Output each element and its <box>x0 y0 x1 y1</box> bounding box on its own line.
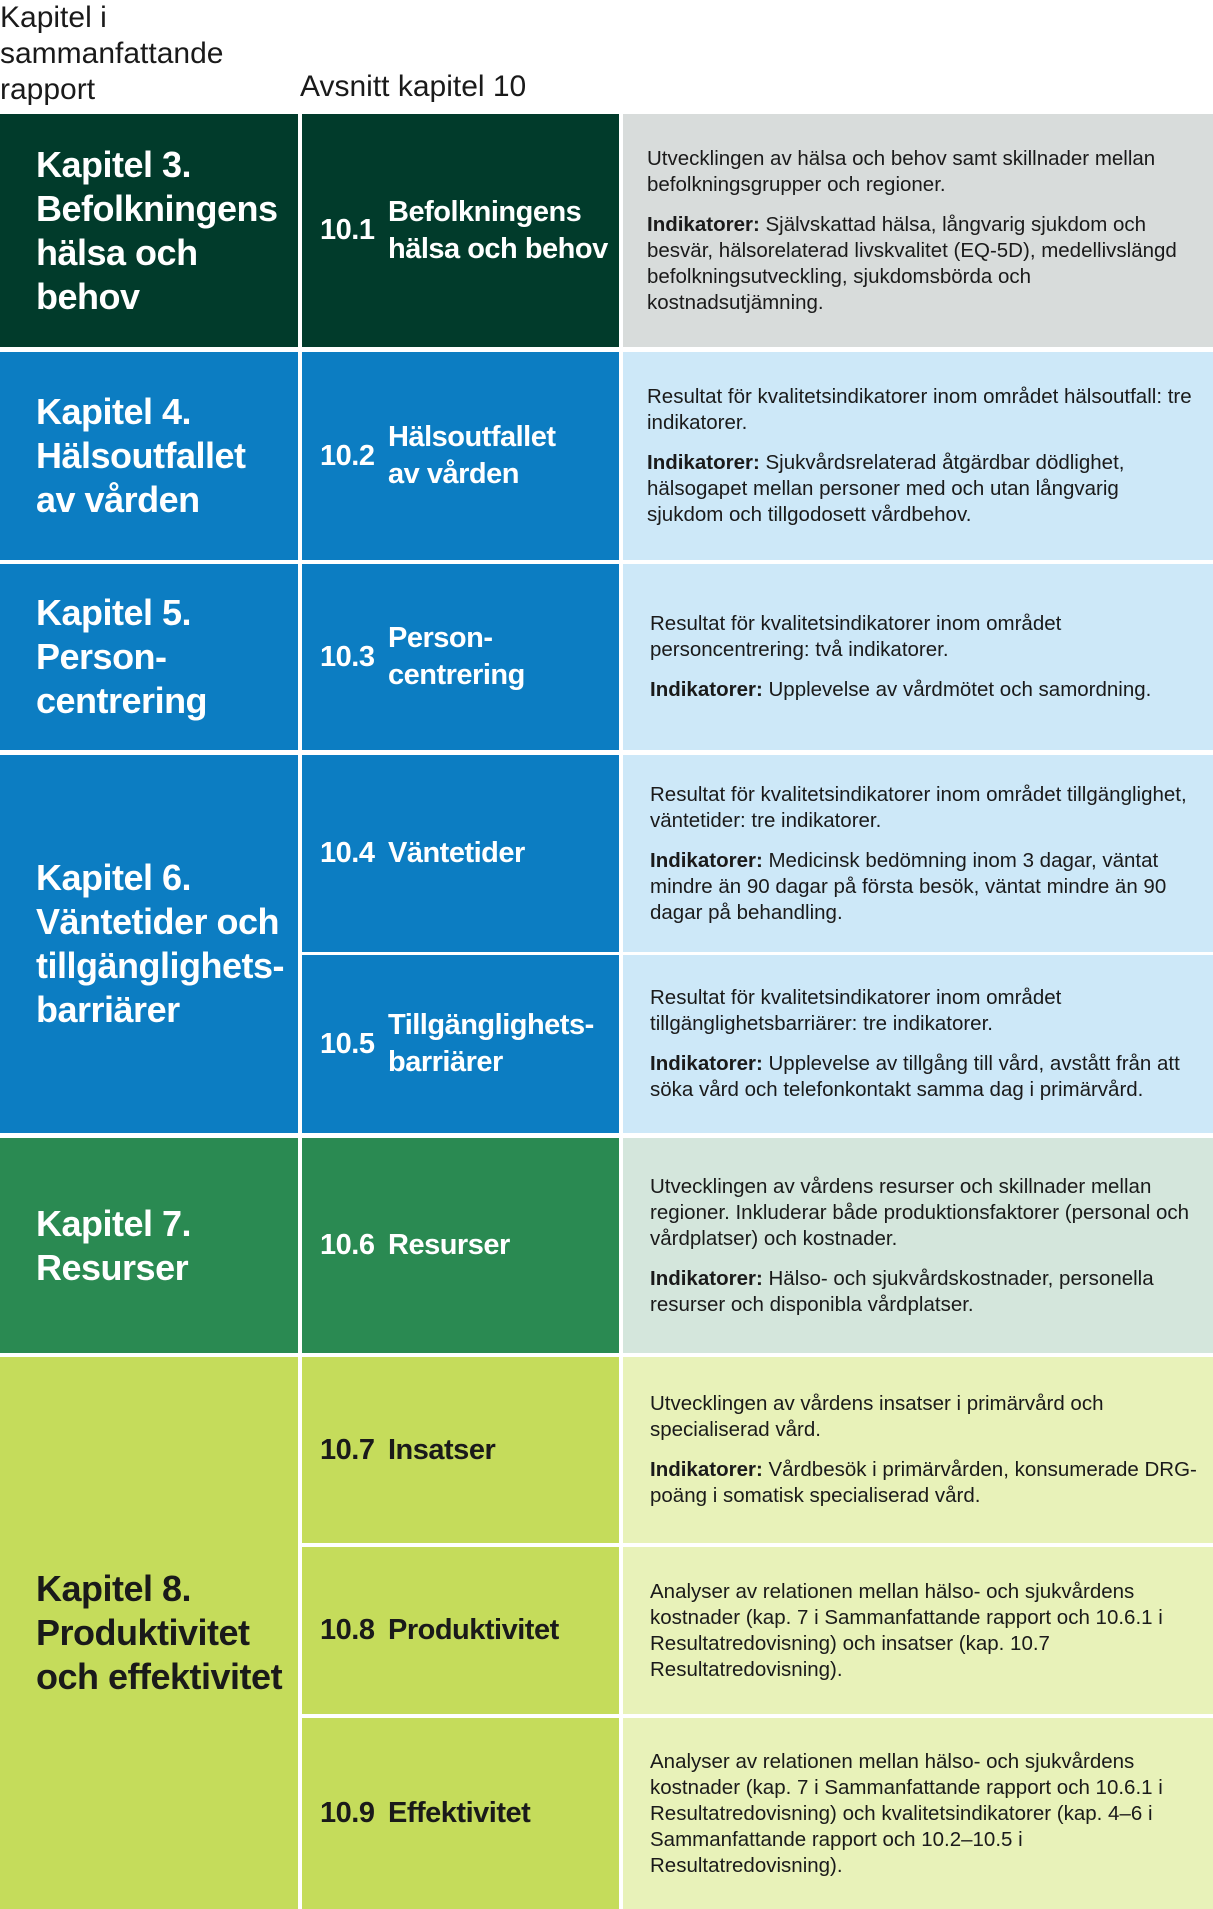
column-header-section: Avsnitt kapitel 10 <box>300 70 527 103</box>
description-cell-10-9 <box>623 1718 1213 1909</box>
description-cell-10-2 <box>623 352 1213 560</box>
indicators-label: Indikatorer: <box>650 678 763 701</box>
section-number: 10.6 <box>320 1229 375 1261</box>
indicators-label: Indikatorer: <box>650 1458 763 1481</box>
description-intro: Resultat för kvalitetsindikatorer inom området personcentrering: två indikatorer. <box>650 612 1062 661</box>
section-label-line: Resurser <box>388 1229 510 1261</box>
description-cell-10-8 <box>623 1547 1213 1714</box>
chapter-line: Kapitel 5. <box>36 592 192 633</box>
section-label-line: av vården <box>388 458 519 490</box>
chapter-cell-7 <box>0 1138 298 1353</box>
indicators-label: Indikatorer: <box>650 1266 763 1290</box>
section-label-line: centrering <box>388 659 525 691</box>
chapter-line: Hälsoutfallet <box>36 435 246 476</box>
chapter-line: Person- <box>36 636 167 677</box>
column-header-chapter-line: Kapitel i <box>0 1 107 34</box>
chapter-line: Väntetider och <box>36 901 280 942</box>
section-number: 10.5 <box>320 1027 375 1060</box>
section-cell-10-8 <box>302 1547 619 1714</box>
indicators-text: Vårdbesök i primärvården, konsumerade DRG-poäng i somatisk specialiserad vård. <box>650 1458 1197 1507</box>
chapter-line: av vården <box>36 479 200 520</box>
chapter-cell-3 <box>0 114 298 347</box>
section-label-line: barriärer <box>388 1046 503 1078</box>
description-cell-10-4 <box>623 755 1213 952</box>
chapter-line: Kapitel 6. <box>36 857 192 898</box>
indicators-paragraph <box>650 1051 1197 1103</box>
section-label-line: Effektivitet <box>388 1797 531 1829</box>
indicators-text: Sjukvårdsrelaterad åtgärdbar dödlighet, hälsogapet mellan personer med och utan långvarig sjukdom och tillgodosett vårdbehov. <box>647 451 1125 526</box>
indicators-text: Medicinsk bedömning inom 3 dagar, väntat mindre än 90 dagar på första besök, väntat mindre än 90 dagar på behandling. <box>650 848 1167 924</box>
section-cell-10-5 <box>302 955 619 1133</box>
chapter-line: Produktivitet <box>36 1612 250 1653</box>
description-cell-10-3 <box>623 564 1213 750</box>
chapter-line: och effektivitet <box>36 1656 283 1697</box>
chapter-cell-5 <box>0 564 298 750</box>
indicators-text: Upplevelse av tillgång till vård, avstått från att söka vård och telefonkontakt samma dag i primärvård. <box>650 1052 1180 1101</box>
description-cell-10-7 <box>623 1357 1213 1543</box>
description-intro: Resultat för kvalitetsindikatorer inom området hälsoutfall: tre indikatorer. <box>647 385 1192 434</box>
section-label-line: Produktivitet <box>388 1614 559 1646</box>
chapter-line: Kapitel 3. <box>36 143 192 185</box>
section-cell-10-6 <box>302 1138 619 1353</box>
section-cell-10-4 <box>302 755 619 952</box>
section-cell-10-2 <box>302 352 619 560</box>
section-number: 10.9 <box>320 1797 375 1829</box>
indicators-paragraph <box>650 1457 1197 1509</box>
section-number: 10.2 <box>320 439 375 472</box>
section-cell-10-9 <box>302 1718 619 1909</box>
column-header-chapter-line: sammanfattande <box>0 37 224 70</box>
indicators-label: Indikatorer: <box>650 848 763 872</box>
indicators-text: Upplevelse av vårdmötet och samordning. <box>768 678 1152 701</box>
section-label-line: Befolkningens <box>388 195 582 228</box>
section-cell-10-1 <box>302 114 619 347</box>
section-number: 10.3 <box>320 640 375 673</box>
chapter-line: hälsa och <box>36 231 198 273</box>
section-cell-10-7 <box>302 1357 619 1543</box>
chapter-cell-4 <box>0 352 298 560</box>
chapter-line: barriärer <box>36 989 180 1030</box>
section-label-line: Person- <box>388 622 493 654</box>
section-label-line: hälsa och behov <box>388 232 608 265</box>
description-cell-10-5 <box>623 955 1213 1133</box>
description-intro: Utvecklingen av hälsa och behov samt skillnader mellan befolkningsgrupper och regioner. <box>647 146 1156 196</box>
indicators-text: Självskattad hälsa, långvarig sjukdom och besvär, hälsorelaterad livskvalitet (EQ-5D), medellivslängd befolkningsutveckling, sjukdomsbörda och kostnadsutjämning. <box>647 212 1177 314</box>
section-number: 10.4 <box>320 837 375 869</box>
description-cell-10-6 <box>623 1138 1213 1353</box>
description-intro: Utvecklingen av vårdens resurser och skillnader mellan regioner. Inkluderar både produktionsfaktorer (personal och vårdplatser) och kostnader. <box>650 1174 1190 1250</box>
indicators-label: Indikatorer: <box>647 212 760 236</box>
description-intro: Utvecklingen av vårdens insatser i primärvård och specialiserad vård. <box>650 1392 1104 1441</box>
chapter-line: tillgänglighets- <box>36 945 284 986</box>
indicators-paragraph <box>650 677 1197 703</box>
chapter-line: Resurser <box>36 1246 189 1288</box>
section-number: 10.1 <box>320 214 375 246</box>
column-header-chapter <box>0 0 290 108</box>
section-label-line: Tillgänglighets- <box>388 1009 594 1041</box>
description-cell-10-1 <box>623 114 1213 347</box>
indicators-paragraph <box>650 848 1197 926</box>
indicators-paragraph <box>647 212 1197 316</box>
description-intro: Resultat för kvalitetsindikatorer inom området tillgänglighet, väntetider: tre indikatorer. <box>650 782 1187 832</box>
chapter-line: Befolkningens <box>36 187 278 229</box>
section-label-line: Insatser <box>388 1433 496 1466</box>
chapter-line: Kapitel 7. <box>36 1202 192 1244</box>
section-cell-10-3 <box>302 564 619 750</box>
section-number: 10.7 <box>320 1433 375 1466</box>
chapter-line: centrering <box>36 680 208 721</box>
chapter-line: Kapitel 8. <box>36 1568 192 1609</box>
column-header-chapter-line: rapport <box>0 73 96 106</box>
section-number: 10.8 <box>320 1614 375 1646</box>
chapter-cell-8 <box>0 1357 298 1909</box>
description-intro: Resultat för kvalitetsindikatorer inom området tillgänglighetsbarriärer: tre indikatorer. <box>650 986 1062 1035</box>
chapter-line: behov <box>36 275 140 317</box>
description-intro: Analyser av relationen mellan hälso- och sjukvårdens kostnader (kap. 7 i Sammanfattande rapport och 10.6.1 i Resultatredovisning) och kvalitetsindikatorer (kap. 4–6 i Sammanfattande rapport och 10.2–10.5 i Resultatredovisning). <box>650 1749 1163 1877</box>
indicators-paragraph <box>647 450 1197 528</box>
indicators-paragraph <box>650 1266 1197 1318</box>
indicators-label: Indikatorer: <box>650 1052 763 1075</box>
section-label-line: Hälsoutfallet <box>388 421 556 453</box>
description-intro: Analyser av relationen mellan hälso- och sjukvårdens kostnader (kap. 7 i Sammanfattande rapport och 10.6.1 i Resultatredovisning) och insatser (kap. 10.7 Resultatredovisning). <box>650 1579 1163 1681</box>
chapter-cell-6 <box>0 755 298 1133</box>
chapter-line: Kapitel 4. <box>36 391 192 432</box>
section-label-line: Väntetider <box>388 837 525 869</box>
indicators-label: Indikatorer: <box>647 451 760 474</box>
indicators-text: Hälso- och sjukvårdskostnader, personella resurser och disponibla vårdplatser. <box>650 1266 1154 1316</box>
